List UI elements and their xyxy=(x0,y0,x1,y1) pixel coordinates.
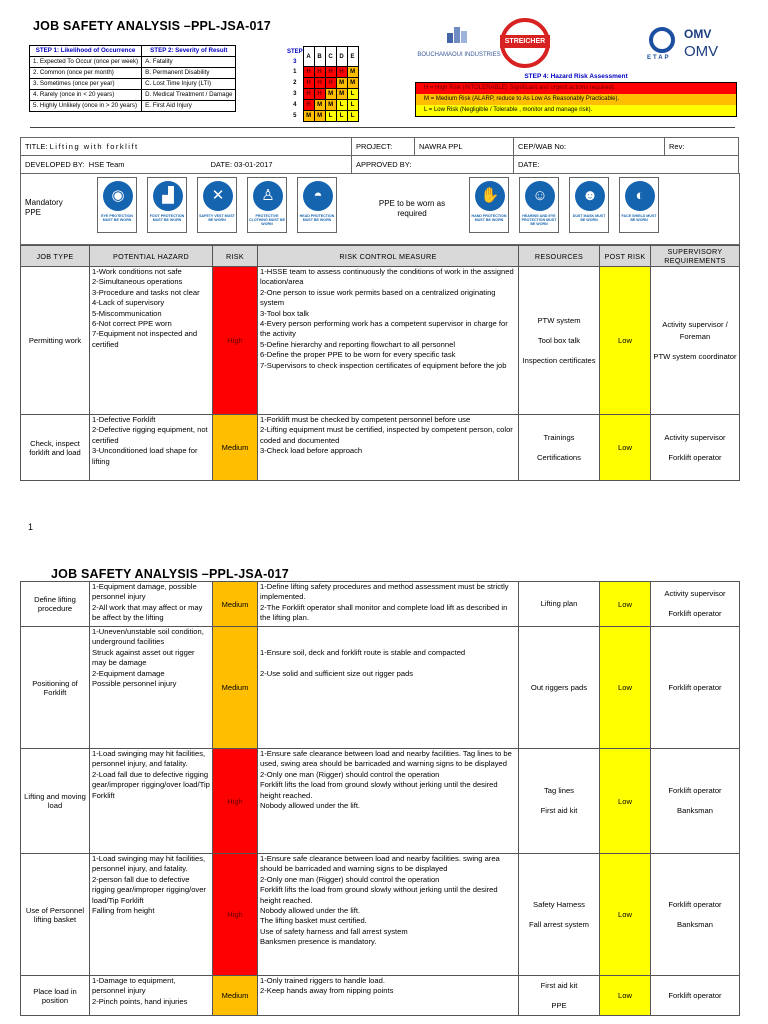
col-resources: RESOURCES xyxy=(519,246,600,267)
matrix-col-b: B xyxy=(314,47,325,67)
resource-item: Certifications xyxy=(537,452,581,462)
project-value: NAWRA PPL xyxy=(415,138,514,156)
matrix-cell: L xyxy=(325,111,336,122)
bouchamaoui-logo xyxy=(414,25,504,71)
matrix-col-c: C xyxy=(325,47,336,67)
hazard-cell: 1-Damage to equipment, personnel injury 2-Pinch points, hand injuries xyxy=(90,976,213,1016)
streicher-logo xyxy=(500,18,550,68)
risk-cell: Medium xyxy=(213,976,258,1016)
job-type-cell: Use of Personnel lifting basket xyxy=(21,854,90,976)
post-risk-cell: Low xyxy=(600,627,651,749)
approved-label: APPROVED BY: xyxy=(352,156,514,174)
post-risk-cell: Low xyxy=(600,267,651,415)
step4-title: STEP 4: Hazard Risk Assessment xyxy=(524,73,628,80)
ppe-caption: DUST MASK MUST BE WORN xyxy=(572,214,606,223)
head-protection-sign xyxy=(297,177,337,233)
date-value: 03-01-2017 xyxy=(234,160,273,169)
step4-medium: M = Medium Risk (ALARP, reduce to As Low As Reasonably Practicable). xyxy=(416,94,736,105)
control-measure-cell: 1-Ensure safe clearance between load and nearby facilities. swing area should be barricaded and warning signs to be displayed 2-Only one man (Rigger) should control the operation Forklift lifts the load from ground slowly without jerking until the desired height reached. Nobody allowed under the lift. The lifting basket must certified. Use of safety harness and fall arrest system Banksmen presence is mandatory. xyxy=(258,854,519,976)
risk-cell: High xyxy=(213,267,258,415)
risk-cell: High xyxy=(213,854,258,976)
etap-logo xyxy=(647,27,683,63)
resources-cell xyxy=(519,582,600,627)
job-type-cell: Define lifting procedure xyxy=(21,582,90,627)
matrix-row-num: 5 xyxy=(293,113,297,119)
matrix-cell: L xyxy=(336,111,347,122)
resource-item: Lifting plan xyxy=(540,599,578,608)
dust-mask-icon: ☻ xyxy=(575,181,605,211)
job-type-cell: Permitting work xyxy=(21,267,90,415)
supervisory-item: Forklift operator xyxy=(668,990,722,1000)
supervisory-cell xyxy=(651,415,740,481)
step4-high: H = High Risk (INTOLERABLE) Significant and urgent actions required). xyxy=(416,83,736,94)
hand-protection-sign xyxy=(469,177,509,233)
ppe-caption: EYE PROTECTION MUST BE WORN xyxy=(101,214,133,223)
hazard-cell: 1-Equipment damage, possible personnel injury 2-All work that may affect or may be affect by the lifting xyxy=(90,582,213,627)
hazard-cell: 1-Uneven/unstable soil condition, underground facilities Struck against asset out rigger may be damage 2-Equipment damage Possible personnel injury xyxy=(90,627,213,749)
eye-protection-icon: ◉ xyxy=(103,181,133,211)
supervisory-cell xyxy=(651,582,740,627)
ppe-caption: PROTECTIVE CLOTHING MUST BE WORN xyxy=(249,214,285,227)
safety-vest-icon: ✕ xyxy=(203,181,233,211)
supervisory-item: Forklift operator xyxy=(668,899,722,909)
hazard-cell: 1-Work conditions not safe 2-Simultaneous operations 3-Procedure and tasks not clear 4-Lack of supervisory 5-Miscommunication 6-Not correct PPE worn 7-Equipment not inspected and certified xyxy=(90,267,213,415)
developed-cell xyxy=(21,156,352,174)
matrix-cell: H xyxy=(303,100,314,111)
supervisory-item: Banksman xyxy=(677,919,713,929)
step3-title: STEP 3 xyxy=(287,48,303,65)
risk-cell: Medium xyxy=(213,582,258,627)
resource-item: PPE xyxy=(551,1000,567,1010)
resource-item: Fall arrest system xyxy=(529,919,589,929)
matrix-cell: H xyxy=(303,89,314,100)
ppe-caption: FOOT PROTECTION MUST BE WORN xyxy=(149,214,185,223)
mandatory-ppe-label: Mandatory PPE xyxy=(25,198,63,217)
supervisory-item: PTW system coordinator xyxy=(653,351,737,361)
control-measure-cell: 1-HSSE team to assess continuously the conditions of work in the assigned location/area 2-One person to issue work permits based on a centralized originating system 3-Tool box talk 4-Every person performing work has a competent supervisor in charge for the activity 5-Define hierarchy and reporting flowchart to all personnel 6-Define the proper PPE to be worn for every specific task 7-Supervisors to check inspection certificates of equipment before the job xyxy=(258,267,519,415)
table-row xyxy=(21,627,740,749)
likelihood-4: 4. Rarely (once in < 20 years) xyxy=(30,90,142,101)
severity-a: A. Fatality xyxy=(142,57,236,68)
date2-label: DATE: xyxy=(514,156,739,174)
resources-cell xyxy=(519,749,600,854)
col-post-risk: POST RISK xyxy=(600,246,651,267)
matrix-cell: M xyxy=(336,78,347,89)
matrix-cell: M xyxy=(314,111,325,122)
omv-logo xyxy=(684,28,724,62)
post-risk-cell: Low xyxy=(600,582,651,627)
control-measure-cell: 1-Define lifting safety procedures and method assessment must be strictly implemented. 2-The Forklift operator shall monitor and complete load lift as described in the lifting plan. xyxy=(258,582,519,627)
jsa-table-page1 xyxy=(20,245,740,481)
document-title: JOB SAFETY ANALYSIS –PPL-JSA-017 xyxy=(33,19,271,33)
job-type-cell: Lifting and moving load xyxy=(21,749,90,854)
face-shield-sign xyxy=(619,177,659,233)
ppe-caption: HAND PROTECTION MUST BE WORN xyxy=(471,214,507,223)
title-label: TITLE: xyxy=(25,142,48,151)
supervisory-cell xyxy=(651,976,740,1016)
likelihood-2: 2. Common (once per month) xyxy=(30,68,142,79)
safety-vest-sign xyxy=(197,177,237,233)
foot-protection-sign xyxy=(147,177,187,233)
header-rule xyxy=(30,127,735,128)
as-required-ppe-label: PPE to be worn as required xyxy=(378,199,446,218)
table-row xyxy=(21,976,740,1016)
ppe-caption: FACE SHIELD MUST BE WORN xyxy=(621,214,657,223)
page2-title: JOB SAFETY ANALYSIS –PPL-JSA-017 xyxy=(51,567,289,581)
matrix-cell: M xyxy=(325,100,336,111)
matrix-cell: M xyxy=(325,89,336,100)
supervisory-item: Forklift operator xyxy=(668,786,722,795)
step4-low: L = Low Risk (Negligible / Tolerable , monitor and manage risk). xyxy=(416,105,736,116)
protective-clothing-icon: ♙ xyxy=(253,181,283,211)
step4-legend xyxy=(415,82,737,117)
risk-cell: Medium xyxy=(213,415,258,481)
bouchamaoui-logo-icon xyxy=(414,25,504,71)
job-type-cell: Positioning of Forklift xyxy=(21,627,90,749)
severity-b: B. Permanent Disability xyxy=(142,68,236,79)
table-row xyxy=(21,854,740,976)
ppe-caption: HEAD PROTECTION MUST BE WORN xyxy=(299,214,335,223)
matrix-cell: L xyxy=(347,89,358,100)
col-potential-hazard: POTENTIAL HAZARD xyxy=(90,246,213,267)
head-protection-icon: ◓ xyxy=(303,181,333,211)
protective-clothing-sign xyxy=(247,177,287,233)
matrix-col-e: E xyxy=(347,47,358,67)
hazard-cell: 1-Load swinging may hit facilities, personnel injury, and fatality. 2-person fall due to defective rigging gear/improper rigging/over load/Tip Forklift Falling from height xyxy=(90,854,213,976)
col-risk: RISK xyxy=(213,246,258,267)
table-row xyxy=(21,415,740,481)
hearing-eye-protection-sign xyxy=(519,177,559,233)
step2-title: STEP 2: Severity of Result xyxy=(142,46,236,57)
resource-item: Tool box talk xyxy=(537,335,581,345)
bouchamaoui-text: BOUCHAMAOUI INDUSTRIES xyxy=(417,52,501,58)
matrix-row-num: 1 xyxy=(293,69,297,75)
matrix-cell: M xyxy=(347,67,358,78)
resources-cell xyxy=(519,627,600,749)
matrix-cell: M xyxy=(314,100,325,111)
resource-item: PTW system xyxy=(537,315,581,325)
resource-item: Tag lines xyxy=(544,786,574,795)
title-cell xyxy=(21,138,352,156)
post-risk-cell: Low xyxy=(600,749,651,854)
title-value: Lifting with forklift xyxy=(49,142,139,151)
hazard-cell: 1-Defective Forklift 2-Defective rigging equipment, not certified 3-Unconditioned load shape for lifting xyxy=(90,415,213,481)
etap-text: ETAP xyxy=(647,55,671,61)
supervisory-item: Forklift operator xyxy=(668,452,722,462)
supervisory-cell xyxy=(651,267,740,415)
resource-item: First aid kit xyxy=(540,980,578,990)
risk-steps-table xyxy=(29,45,236,112)
dust-mask-sign xyxy=(569,177,609,233)
matrix-cell: M xyxy=(303,111,314,122)
job-type-cell: Check, inspect forklift and load xyxy=(21,415,90,481)
matrix-row-num: 4 xyxy=(293,102,297,108)
matrix-cell: H xyxy=(314,89,325,100)
supervisory-item: Banksman xyxy=(677,806,713,815)
matrix-col-a: A xyxy=(303,47,314,67)
resource-item: First aid kit xyxy=(540,806,578,815)
matrix-cell: M xyxy=(347,78,358,89)
resource-item: Inspection certificates xyxy=(522,355,596,365)
dev-label: DEVELOPED BY: xyxy=(25,160,85,169)
likelihood-5: 5. Highly Unlikely (once in > 20 years) xyxy=(30,101,142,112)
matrix-cell: H xyxy=(336,67,347,78)
job-info-table xyxy=(20,137,739,174)
hand-protection-icon: ✋ xyxy=(475,181,505,211)
dev-value: HSE Team xyxy=(88,160,125,169)
ppe-caption: HEARING AND EYE PROTECTION MUST BE WORN xyxy=(521,214,557,227)
supervisory-item: Activity supervisor xyxy=(664,589,726,598)
matrix-cell: H xyxy=(303,67,314,78)
rev-label: Rev: xyxy=(665,138,739,156)
eye-protection-sign xyxy=(97,177,137,233)
matrix-col-d: D xyxy=(336,47,347,67)
project-label: PROJECT: xyxy=(352,138,415,156)
severity-c: C. Lost Time Injury (LTI) xyxy=(142,79,236,90)
face-shield-icon: ◐ xyxy=(625,181,655,211)
matrix-cell: M xyxy=(336,89,347,100)
resources-cell xyxy=(519,854,600,976)
post-risk-cell: Low xyxy=(600,415,651,481)
risk-cell: High xyxy=(213,749,258,854)
resource-item: Trainings xyxy=(543,432,575,442)
matrix-cell: H xyxy=(325,78,336,89)
resources-cell xyxy=(519,415,600,481)
cep-label: CEP/WAB No: xyxy=(514,138,665,156)
supervisory-item: Forklift operator xyxy=(668,682,722,692)
risk-cell: Medium xyxy=(213,627,258,749)
supervisory-item: Activity supervisor / Foreman xyxy=(662,319,728,341)
etap-logo-icon xyxy=(649,27,675,53)
control-measure-cell: 1-Forklift must be checked by competent personnel before use 2-Lifting equipment must be certified, inspected by competent person, color coded and documented 3-Check load before approach xyxy=(258,415,519,481)
matrix-cell: H xyxy=(325,67,336,78)
col-supervisory: SUPERVISORY REQUIREMENTS xyxy=(651,246,740,267)
severity-d: D. Medical Treatment / Damage xyxy=(142,90,236,101)
omv-mark: OMV xyxy=(684,27,712,41)
step1-title: STEP 1: Likelihood of Occurrence xyxy=(30,46,142,57)
supervisory-cell xyxy=(651,749,740,854)
supervisory-item: Forklift operator xyxy=(668,609,722,618)
likelihood-1: 1. Expected To Occur (once per week) xyxy=(30,57,142,68)
matrix-row-num: 3 xyxy=(293,91,297,97)
col-control-measure: RISK CONTROL MEASURE xyxy=(258,246,519,267)
page-number: 1 xyxy=(28,522,34,532)
matrix-cell: H xyxy=(314,78,325,89)
severity-e: E. First Aid Injury xyxy=(142,101,236,112)
table-row xyxy=(21,267,740,415)
control-measure-cell: 1-Ensure soil, deck and forklift route is stable and compacted 2-Use solid and sufficient size out rigger pads xyxy=(258,627,519,749)
ppe-caption: SAFETY VEST MUST BE WORN xyxy=(199,214,235,223)
likelihood-3: 3. Sometimes (once per year) xyxy=(30,79,142,90)
omv-text: OMV xyxy=(684,43,719,60)
matrix-cell: H xyxy=(314,67,325,78)
matrix-cell: L xyxy=(336,100,347,111)
matrix-cell: L xyxy=(347,111,358,122)
supervisory-cell xyxy=(651,627,740,749)
resources-cell xyxy=(519,976,600,1016)
date-label: DATE: xyxy=(210,160,233,169)
hearing-eye-protection-icon: ☺ xyxy=(525,181,555,211)
col-job-type: JOB TYPE xyxy=(21,246,90,267)
table-row xyxy=(21,582,740,627)
matrix-cell: L xyxy=(347,100,358,111)
matrix-cell: H xyxy=(303,78,314,89)
foot-protection-icon: ▟ xyxy=(153,181,183,211)
hazard-cell: 1-Load swinging may hit facilities, personnel injury, and fatality. 2-Load fall due to defective rigging gear/improper rigging/over load/Tip Forklift xyxy=(90,749,213,854)
supervisory-item: Activity supervisor xyxy=(664,432,726,442)
post-risk-cell: Low xyxy=(600,854,651,976)
risk-matrix xyxy=(287,46,359,122)
supervisory-cell xyxy=(651,854,740,976)
jsa-table-page2 xyxy=(20,581,740,1016)
resource-item: Safety Harness xyxy=(533,899,585,909)
job-type-cell: Place load in position xyxy=(21,976,90,1016)
table-row xyxy=(21,749,740,854)
post-risk-cell: Low xyxy=(600,976,651,1016)
control-measure-cell: 1-Ensure safe clearance between load and nearby facilities. Tag lines to be used, swing area should be barricaded and warning signs to be displayed 2-Only one man (Rigger) should control the operation Forklift lifts the load from ground slowly without jerking until the desired height reached. Nobody allowed under the lift. xyxy=(258,749,519,854)
control-measure-cell: 1-Only trained riggers to handle load. 2-Keep hands away from nipping points xyxy=(258,976,519,1016)
matrix-row-num: 2 xyxy=(293,80,297,86)
resources-cell xyxy=(519,267,600,415)
resource-item: Out riggers pads xyxy=(530,682,588,692)
streicher-text: STREICHER xyxy=(500,35,550,48)
